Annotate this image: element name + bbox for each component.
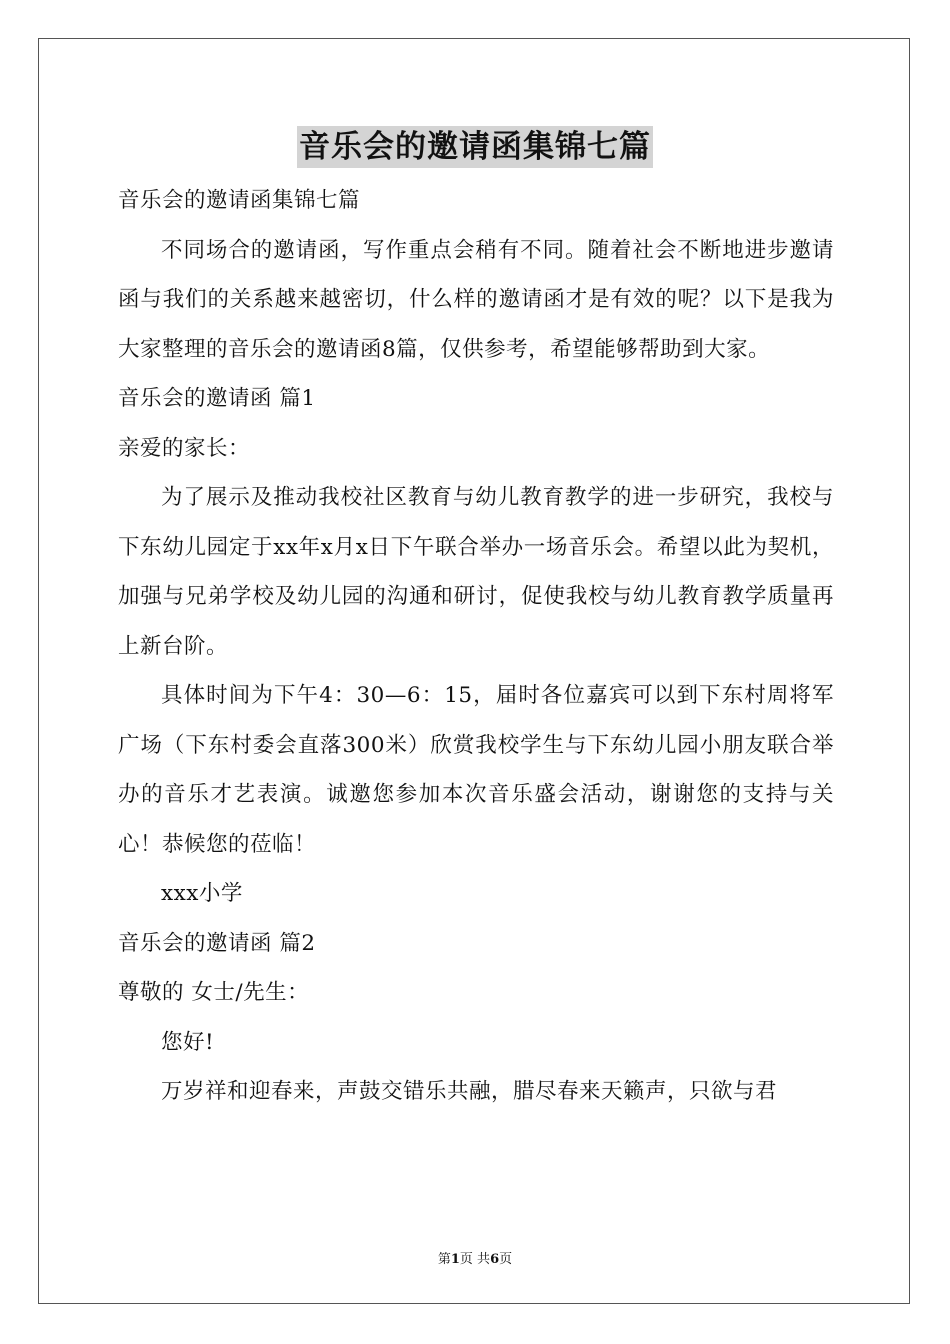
footer-page-prefix: 第 xyxy=(437,1252,451,1267)
document-subtitle: 音乐会的邀请函集锦七篇 xyxy=(118,188,361,213)
section1-paragraph-1: 为了展示及推动我校社区教育与幼儿教育教学的进一步研究，我校与下东幼儿园定于xx年x月x日下午联合举办一场音乐会。希望以此为契机，加强与兄弟学校及幼儿园的沟通和研讨，促使我校与幼儿教育教学质量再上新台阶。 xyxy=(118,485,834,659)
title-container xyxy=(0,126,950,168)
section2-salutation: 尊敬的 女士/先生： xyxy=(118,980,310,1005)
intro-paragraph: 不同场合的邀请函，写作重点会稍有不同。随着社会不断地进步邀请函与我们的关系越来越密切，什么样的邀请函才是有效的呢？以下是我为大家整理的音乐会的邀请函8篇，仅供参考，希望能够帮助到大家。 xyxy=(118,237,834,362)
section2-greeting: 您好! xyxy=(161,1029,215,1055)
section2-heading: 音乐会的邀请函 篇2 xyxy=(118,930,316,956)
section1-heading: 音乐会的邀请函 篇1 xyxy=(118,386,316,411)
section1-salutation: 亲爱的家长： xyxy=(118,435,251,461)
document-body xyxy=(118,176,834,1117)
footer-page-current: 1 xyxy=(450,1252,460,1267)
section1-signature: xxx小学 xyxy=(161,881,243,906)
section1-paragraph-2: 具体时间为下午4：30—6：15，届时各位嘉宾可以到下东村周将军广场（下东村委会直落300米）欣赏我校学生与下东幼儿园小朋友联合举办的音乐才艺表演。诚邀您参加本次音乐盛会活动，谢谢您的支持与关心！恭候您的莅临！ xyxy=(118,683,834,857)
page-footer xyxy=(0,1248,950,1267)
section2-paragraph-1: 万岁祥和迎春来，声鼓交错乐共融，腊尽春来天籁声，只欲与君 xyxy=(161,1079,778,1104)
footer-page-suffix: 页 xyxy=(499,1252,513,1267)
document-title: 音乐会的邀请函集锦七篇 xyxy=(297,126,653,168)
footer-page-total: 6 xyxy=(490,1252,500,1267)
footer-page-mid: 页 共 xyxy=(459,1252,491,1267)
